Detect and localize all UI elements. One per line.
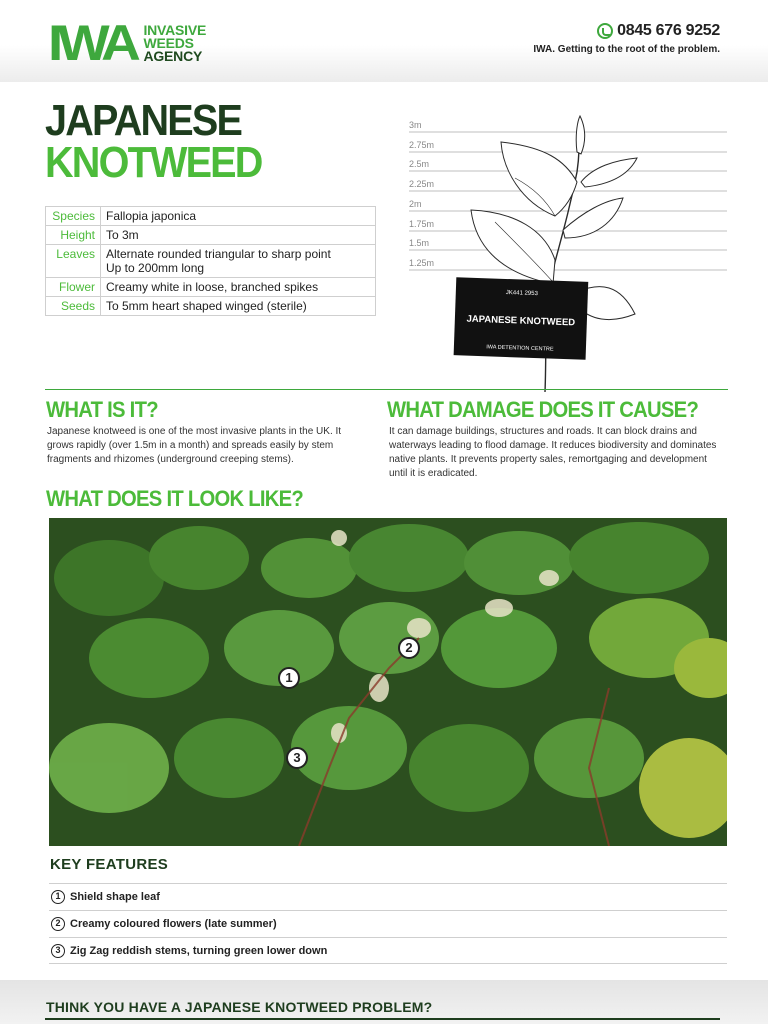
fact-label: Species	[46, 207, 101, 226]
fact-label: Seeds	[46, 297, 101, 316]
logo-line-invasive: INVASIVE	[143, 21, 207, 38]
board-id: JK441 2953	[505, 289, 538, 298]
height-label: 2.75m	[409, 140, 435, 150]
iwa-logo[interactable]	[48, 15, 207, 71]
phone-number[interactable]	[597, 22, 720, 40]
key-feature-number: 1	[51, 890, 65, 904]
fact-value: Fallopia japonica	[101, 207, 376, 226]
board-title: JAPANESE KNOTWEED	[466, 313, 576, 329]
page-footer	[0, 980, 768, 1024]
photo-marker-1: 1	[278, 667, 300, 689]
page-title	[45, 96, 262, 187]
facts-row-leaves	[46, 245, 376, 278]
height-label: 2.25m	[409, 179, 435, 189]
key-feature-item	[49, 883, 727, 910]
phone-icon	[597, 23, 613, 39]
title-line-1: JAPANESE	[45, 96, 242, 145]
footer-cta: THINK YOU HAVE A JAPANESE KNOTWEED PROBLEM?	[46, 999, 433, 1015]
key-feature-item	[49, 937, 727, 964]
damage-heading: WHAT DAMAGE DOES IT CAUSE?	[387, 397, 699, 422]
photo-marker-3: 3	[286, 747, 308, 769]
facts-table	[45, 206, 376, 316]
section-divider	[45, 389, 728, 390]
facts-row-seeds	[46, 297, 376, 316]
key-feature-text: Creamy coloured flowers (late summer)	[70, 918, 277, 930]
height-label: 2.5m	[409, 159, 430, 169]
fact-value: Creamy white in loose, branched spikes	[101, 278, 376, 297]
fact-value	[101, 245, 376, 278]
what-is-it-heading: WHAT IS IT?	[46, 397, 158, 422]
key-feature-number: 2	[51, 917, 65, 931]
what-is-it-text: Japanese knotweed is one of the most invasive plants in the UK. It grows rapidly (over 1.5m in a month) and spreads easily by stem fragments and rhizomes (underground creeping stems).	[47, 426, 342, 465]
logo-line-agency: AGENCY	[143, 47, 203, 64]
knotweed-foliage	[49, 518, 727, 846]
fact-label: Flower	[46, 278, 101, 297]
fact-value-line-1: Alternate rounded triangular to sharp point	[106, 247, 331, 261]
logo-line-weeds: WEEDS	[143, 34, 194, 51]
fact-label: Leaves	[46, 245, 101, 278]
footer-divider	[45, 1018, 720, 1020]
fact-value: To 3m	[101, 226, 376, 245]
key-feature-text: Zig Zag reddish stems, turning green lower down	[70, 944, 328, 957]
facts-row-flower	[46, 278, 376, 297]
damage-text: It can damage buildings, structures and roads. It can block drains and waterways leading to flood damage. It reduces biodiversity and dominates native plants. It prevents property sales, remortgaging and development until it is eradicated.	[389, 426, 717, 479]
facts-row-height	[46, 226, 376, 245]
key-features-heading: KEY FEATURES	[50, 856, 169, 873]
height-label: 1.75m	[409, 219, 435, 229]
logo-mark: IWA	[48, 15, 136, 71]
height-mark	[409, 258, 727, 270]
height-label: 3m	[409, 120, 422, 130]
facts-row-species	[46, 207, 376, 226]
fact-value-line-2: Up to 200mm long	[106, 261, 205, 275]
height-label: 2m	[409, 199, 422, 209]
height-label: 1.5m	[409, 238, 430, 248]
height-mark	[409, 238, 727, 250]
knotweed-photo	[49, 518, 727, 846]
tagline: IWA. Getting to the root of the problem.	[533, 44, 720, 55]
phone-number-text: 0845 676 9252	[617, 22, 720, 39]
title-line-2: KNOTWEED	[45, 138, 262, 187]
fact-label: Height	[46, 226, 101, 245]
key-feature-number: 3	[51, 944, 65, 958]
board-footer: IWA DETENTION CENTRE	[486, 344, 554, 353]
photo-marker-2: 2	[398, 637, 420, 659]
height-mark	[409, 120, 727, 132]
knotweed-height-illustration	[405, 112, 730, 392]
height-mark	[409, 140, 727, 152]
height-label: 1.25m	[409, 258, 435, 268]
detention-board	[454, 277, 589, 360]
key-feature-item	[49, 910, 727, 937]
key-feature-text: Shield shape leaf	[70, 891, 160, 903]
page-header	[0, 0, 768, 82]
logo-wordmark	[143, 21, 207, 64]
look-like-heading: WHAT DOES IT LOOK LIKE?	[46, 486, 304, 511]
fact-value: To 5mm heart shaped winged (sterile)	[101, 297, 376, 316]
